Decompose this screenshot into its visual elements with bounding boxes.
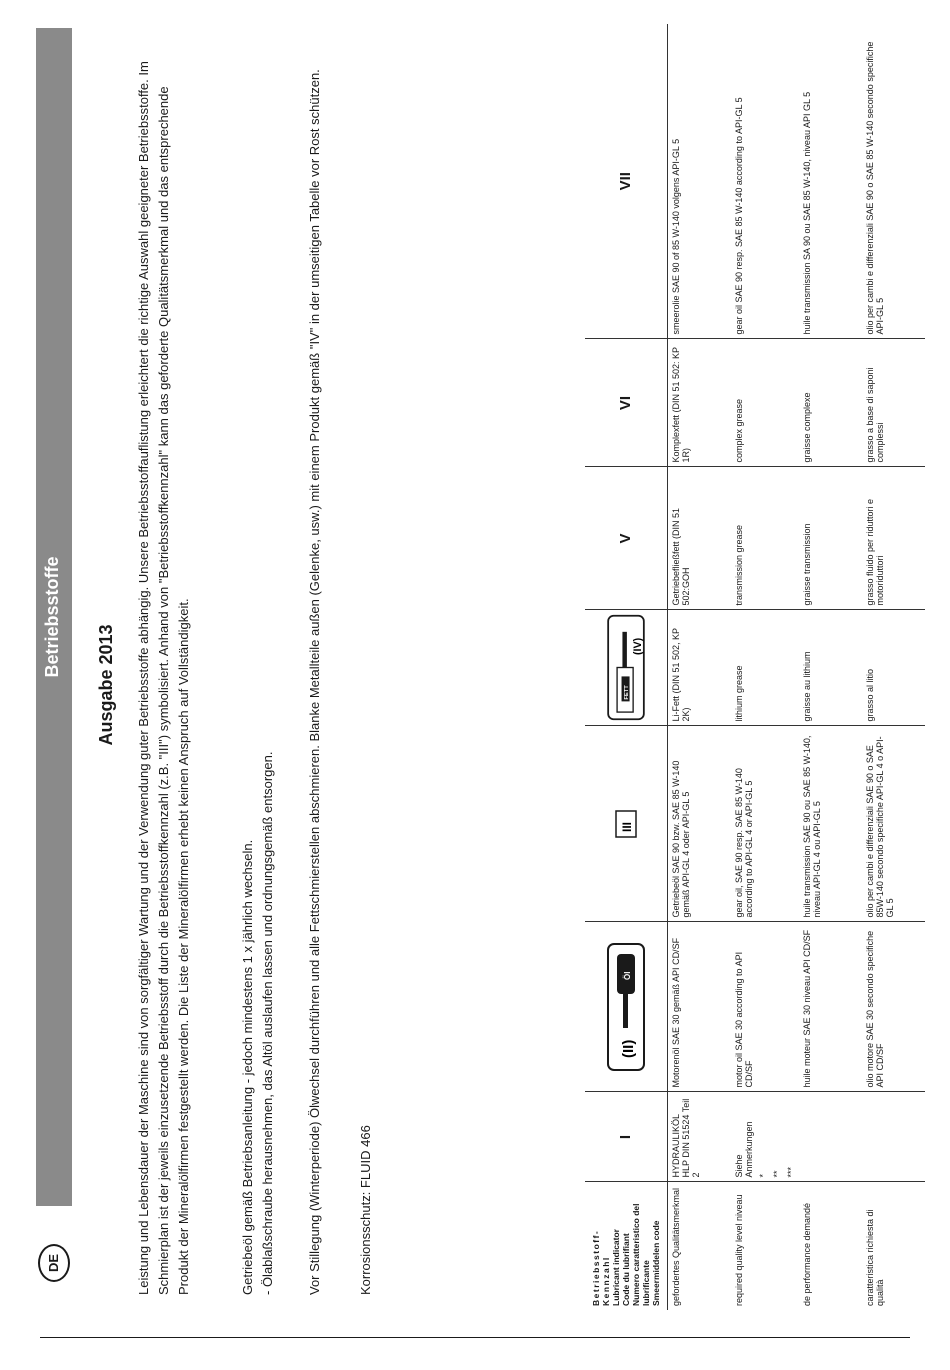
svg-text:(II): (II) <box>620 1039 637 1058</box>
page-border-line <box>40 1337 910 1338</box>
table-cell: HYDRAULIKÖL HLP DIN 51524 Teil 2 <box>668 1092 732 1182</box>
table-cell: graisse au lithium <box>799 610 862 726</box>
gear-oil-line-1: Getriebeöl gemäß Betriebsanleitung - jedoch mindestens 1 x jährlich wechseln. <box>240 839 255 1295</box>
column-header-III <box>585 726 668 922</box>
table-cell: olio per cambi e differenziali SAE 90 o SAE 85W-140 secondo specifiche API-GL 4 o API-GL 5 <box>862 726 925 922</box>
table-cell: huile transmission SA 90 ou SAE 85 W-140, niveau API GL 5 <box>802 91 812 335</box>
table-cell: olio per cambi e differenziali SAE 90 o SAE 85 W-140 secondo specifiche API-GL 5 <box>865 41 885 335</box>
edition-title: Ausgabe 2013 <box>96 624 116 746</box>
column-header-V: V <box>585 467 668 610</box>
table-cell: graisse complexe <box>799 339 862 467</box>
table-row <box>668 24 732 1310</box>
svg-text:(IV): (IV) <box>632 638 645 656</box>
storage-paragraph: Vor Stillegung (Winterperiode) Ölwechsel durchführen und alle Fettschmierstellen abschmieren. Blanke Metallteile außen (Gelenke, usw.) mit einem Produkt gemäß "IV" in der umseitigen Tabelle vor Rost schützen. <box>307 69 322 1295</box>
column-header-VII: VII <box>585 24 668 339</box>
column-header-VI: VI <box>585 339 668 467</box>
row-head-it: caratteristica richiesta di qualità <box>862 1182 925 1310</box>
table-cell: smeerolie SAE 90 of 85 W-140 volgens API-GL 5 <box>671 138 681 335</box>
oil-can-icon <box>605 942 647 1072</box>
gear-oil-line-2: - Ölablaßschraube herausnehmen, das Altöl auslaufen lassen und ordnungsgemäß entsorgen. <box>260 751 275 1295</box>
table-cell <box>862 1092 925 1182</box>
table-row <box>731 24 799 1310</box>
table-cell: lithium grease <box>731 610 799 726</box>
table-cell: huile transmission SAE 90 ou SAE 85 W-140, niveau API-GL 4 ou API-GL 5 <box>799 726 862 922</box>
table-cell: motor oil SAE 30 according to API CD/SF <box>731 922 799 1092</box>
page-title: Betriebsstoffe <box>42 556 62 678</box>
row-head-de: gefordertes Qualitätsmerkmal <box>668 1182 732 1310</box>
table-cell: Li-Fett (DIN 51 502, KP 2K) <box>668 610 732 726</box>
table-cell: Motorenöl SAE 30 gemäß API CD/SF <box>668 922 732 1092</box>
gear-oil-paragraph <box>238 55 278 1295</box>
column-header-II <box>585 922 668 1092</box>
language-badge: DE <box>38 1244 70 1282</box>
note-marker: ** <box>772 1170 782 1178</box>
table-cell: grasso al litio <box>862 610 925 726</box>
svg-text:FETT: FETT <box>623 685 630 701</box>
table-cell: transmission grease <box>731 467 799 610</box>
column-header-I: I <box>585 1092 668 1182</box>
header-bar <box>36 28 72 1206</box>
column-header-IV <box>585 610 668 726</box>
table-cell: complex grease <box>731 339 799 467</box>
lubricant-indicator-label: Betriebsstoff-Kennzahl Lubricant indicator Code du lubrifiant Numero caratteristico del lubrificante Smeermiddelen code <box>585 1182 668 1310</box>
lubricant-table <box>585 24 925 1310</box>
table-cell: Getriebeöl SAE 90 bzw. SAE 85 W-140 gemäß API-GL 4 oder API-GL 5 <box>668 726 732 922</box>
table-cell: gear oil, SAE 90 resp. SAE 85 W-140 according to API-GL 4 or API-GL 5 <box>731 726 799 922</box>
table-cell: gear oil SAE 90 resp. SAE 85 W-140 according to API-GL 5 <box>734 97 744 335</box>
note-marker: *** <box>786 1166 796 1178</box>
table-cell: grasso a base di saponi complessi <box>862 339 925 467</box>
table-cell: graisse transmission <box>799 467 862 610</box>
table-header-row <box>585 24 668 1310</box>
grease-gun-icon <box>603 615 649 722</box>
table-cell: huile moteur SAE 30 niveau API CD/SF <box>799 922 862 1092</box>
table-row <box>799 24 862 1310</box>
see-notes-text: Siehe Anmerkungen <box>734 1121 754 1178</box>
intro-paragraph: Leistung und Lebensdauer der Maschine sind von sorgfältiger Wartung und der Verwendung guter Betriebsstoffe abhängig. Unsere Betriebsstoffauflistung erleichtert die richtige Auswahl geeigneter Betriebsstoffe. Im Schmierplan ist der jeweils einzusetzende Betriebsstoff durch die Betriebsstoffkennzahl (z.B. "III") symbolisiert. Anhand von "Betriebsstoffkennzahl" kann das geforderte Qualitätsmerkmal und das entsprechende Produkt der Mineralölfirmen festgestellt werden. Die Liste der Mineralölfirmen erhebt keinen Anspruch auf Vollständigkeit. <box>136 61 191 1295</box>
table-cell <box>799 1092 862 1182</box>
table-cell: grasso fluido per riduttori e motoriduttori <box>862 467 925 610</box>
table-row <box>862 24 925 1310</box>
table-cell: Komplexfett (DIN 51 502: KP 1R) <box>668 339 732 467</box>
gear-box-icon <box>614 809 638 839</box>
table-cell: olio motore SAE 30 secondo specifiche API CD/SF <box>862 922 925 1092</box>
row-head-en: required quality level niveau <box>731 1182 799 1310</box>
corrosion-paragraph: Korrosionsschutz: FLUID 466 <box>358 1125 373 1295</box>
note-marker: * <box>758 1173 768 1178</box>
table-cell: Getriebefließfett (DIN 51 502:GOH <box>668 467 732 610</box>
row-head-fr: de performance demandé <box>799 1182 862 1310</box>
table-cell <box>731 1092 799 1182</box>
svg-text:III: III <box>620 821 634 832</box>
svg-text:Öl: Öl <box>623 971 632 980</box>
